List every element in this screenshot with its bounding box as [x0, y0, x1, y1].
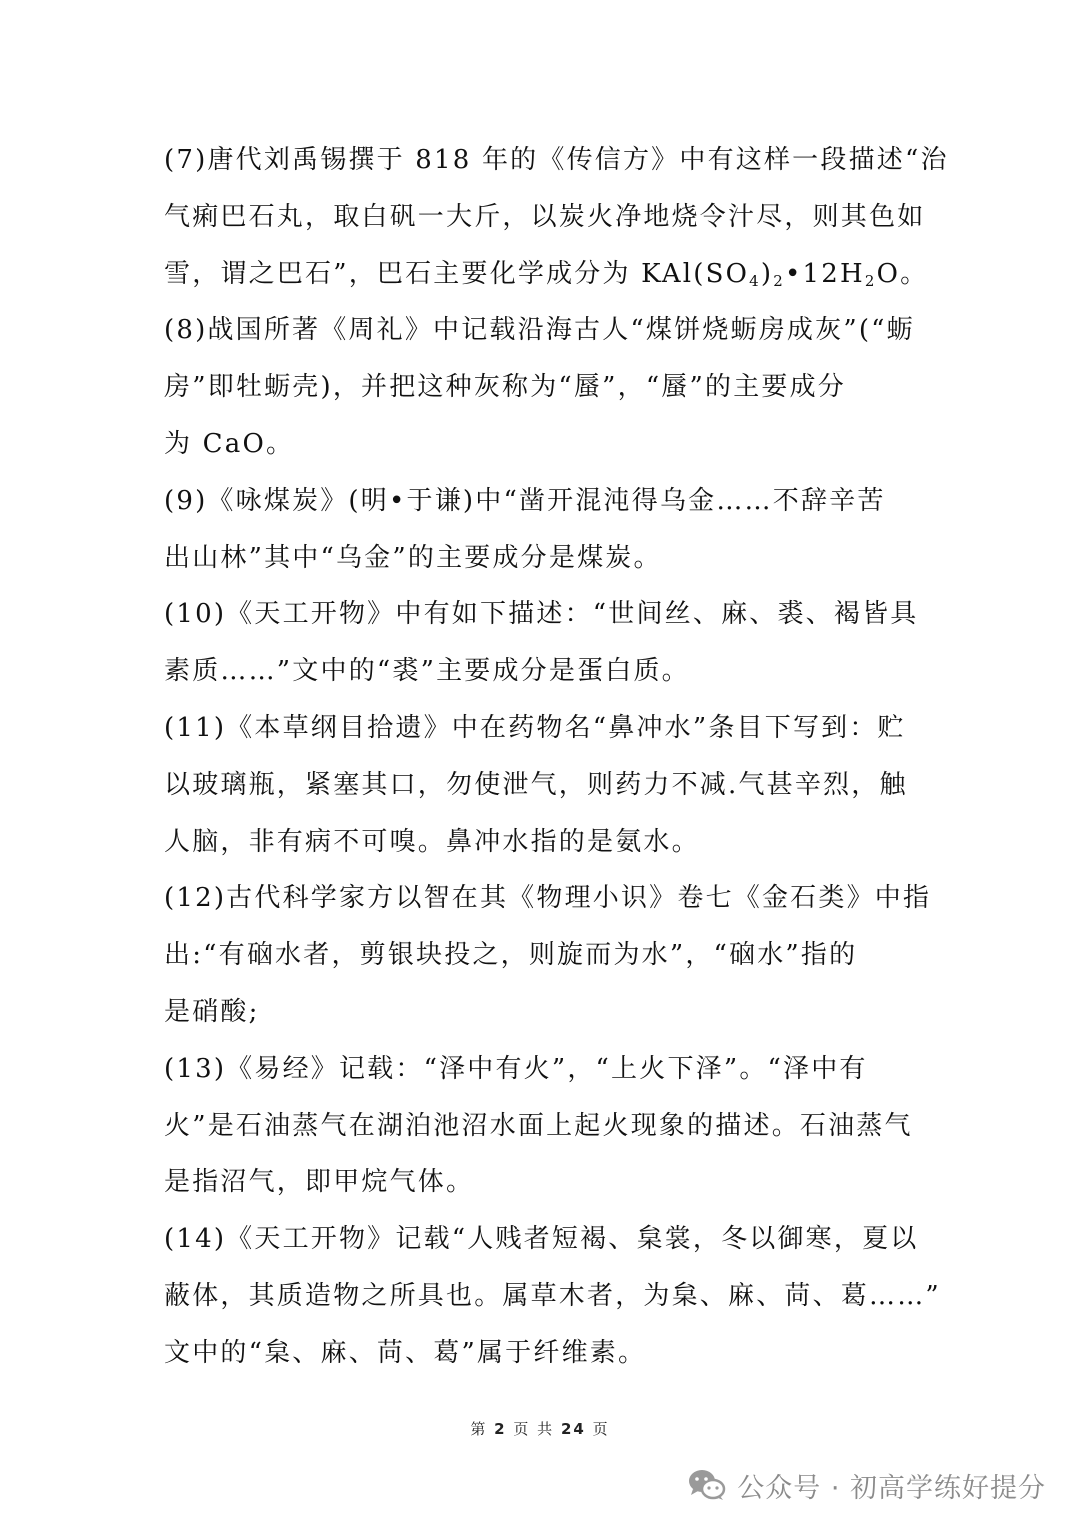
wechat-watermark [687, 1463, 1046, 1507]
text-line: 是硝酸; [164, 996, 260, 1027]
paragraph-12 [164, 870, 932, 1040]
subscript: 2 [773, 271, 785, 290]
text-line: (10)《天工开物》中有如下描述：“世间丝、麻、裘、褐皆具 [164, 599, 919, 630]
watermark-text: 公众号 · 初高学练好提分 [737, 1472, 1046, 1504]
text-line: 出山林”其中“乌金”的主要成分是煤炭。 [164, 542, 662, 573]
subscript: 2 [864, 271, 877, 290]
paragraph-10 [164, 586, 919, 700]
formula-line [164, 246, 929, 303]
text-line: (9)《咏煤炭》(明•于谦)中“凿开混沌得乌金……不辞辛苦 [164, 485, 886, 516]
text-line: 蔽体，其质造物之所具也。属草木者，为枲、麻、苘、葛……” [164, 1280, 941, 1311]
paragraph-11 [164, 700, 916, 870]
text-line: (13)《易经》记载：“泽中有火”，“上火下泽”。“泽中有 [164, 1053, 868, 1084]
text-line: 为 CaO。 [164, 428, 295, 459]
wechat-icon [687, 1468, 727, 1502]
text-line: (7)唐代刘禹锡撰于 818 年的《传信方》中有这样一段描述“治 [164, 145, 949, 175]
subscript: 4 [749, 271, 761, 290]
text-line: (14)《天工开物》记载“人贱者短褐、枲裳，冬以御寒，夏以 [164, 1224, 919, 1255]
footer-suffix: 页 [592, 1420, 610, 1438]
page-footer [0, 1418, 1080, 1439]
paragraph-8 [164, 302, 916, 472]
text-line: 火”是石油蒸气在湖泊池沼水面上起火现象的描述。石油蒸气 [164, 1110, 913, 1141]
text-line: (12)古代科学家方以智在其《物理小识》卷七《金石类》中指 [164, 883, 932, 914]
text-segment: 雪，谓之巴石”，巴石主要化学成分为 KAl(SO [164, 258, 750, 289]
page-number: 2 [494, 1420, 507, 1438]
text-line: (11)《本草纲目拾遗》中在药物名“鼻冲水”条目下写到：贮 [164, 712, 906, 743]
paragraph-9 [164, 473, 916, 587]
paragraph-13 [164, 1041, 916, 1211]
text-line: 素质……”文中的“裘”主要成分是蛋白质。 [164, 656, 690, 687]
text-line: 气痢巴石丸，取白矾一大斤，以炭火净地烧令汁尽，则其色如 [164, 201, 926, 232]
text-line: 房”即牡蛎壳)，并把这种灰称为“蜃”，“蜃”的主要成分 [164, 372, 847, 403]
footer-middle: 页 共 [513, 1420, 555, 1438]
footer-prefix: 第 [470, 1420, 488, 1438]
text-line: 以玻璃瓶，紧塞其口，勿使泄气，则药力不减.气甚辛烈，触 [164, 769, 908, 800]
paragraph-7 [164, 132, 949, 302]
text-line: (8)战国所著《周礼》中记载沿海古人“煤饼烧蛎房成灰”(“蛎 [164, 315, 915, 346]
text-line: 文中的“枲、麻、苘、葛”属于纤维素。 [164, 1337, 647, 1368]
total-pages: 24 [560, 1420, 586, 1438]
text-line: 出:“有硇水者，剪银块投之，则旋而为水”，“硇水”指的 [164, 940, 858, 971]
text-line: 是指沼气，即甲烷气体。 [164, 1167, 475, 1198]
text-segment: •12H [784, 258, 865, 289]
paragraph-14 [164, 1211, 941, 1381]
text-line: 人脑，非有病不可嗅。鼻冲水指的是氨水。 [164, 826, 700, 857]
text-segment: O。 [876, 258, 929, 289]
text-segment: ) [760, 258, 774, 289]
document-body [164, 132, 949, 1382]
